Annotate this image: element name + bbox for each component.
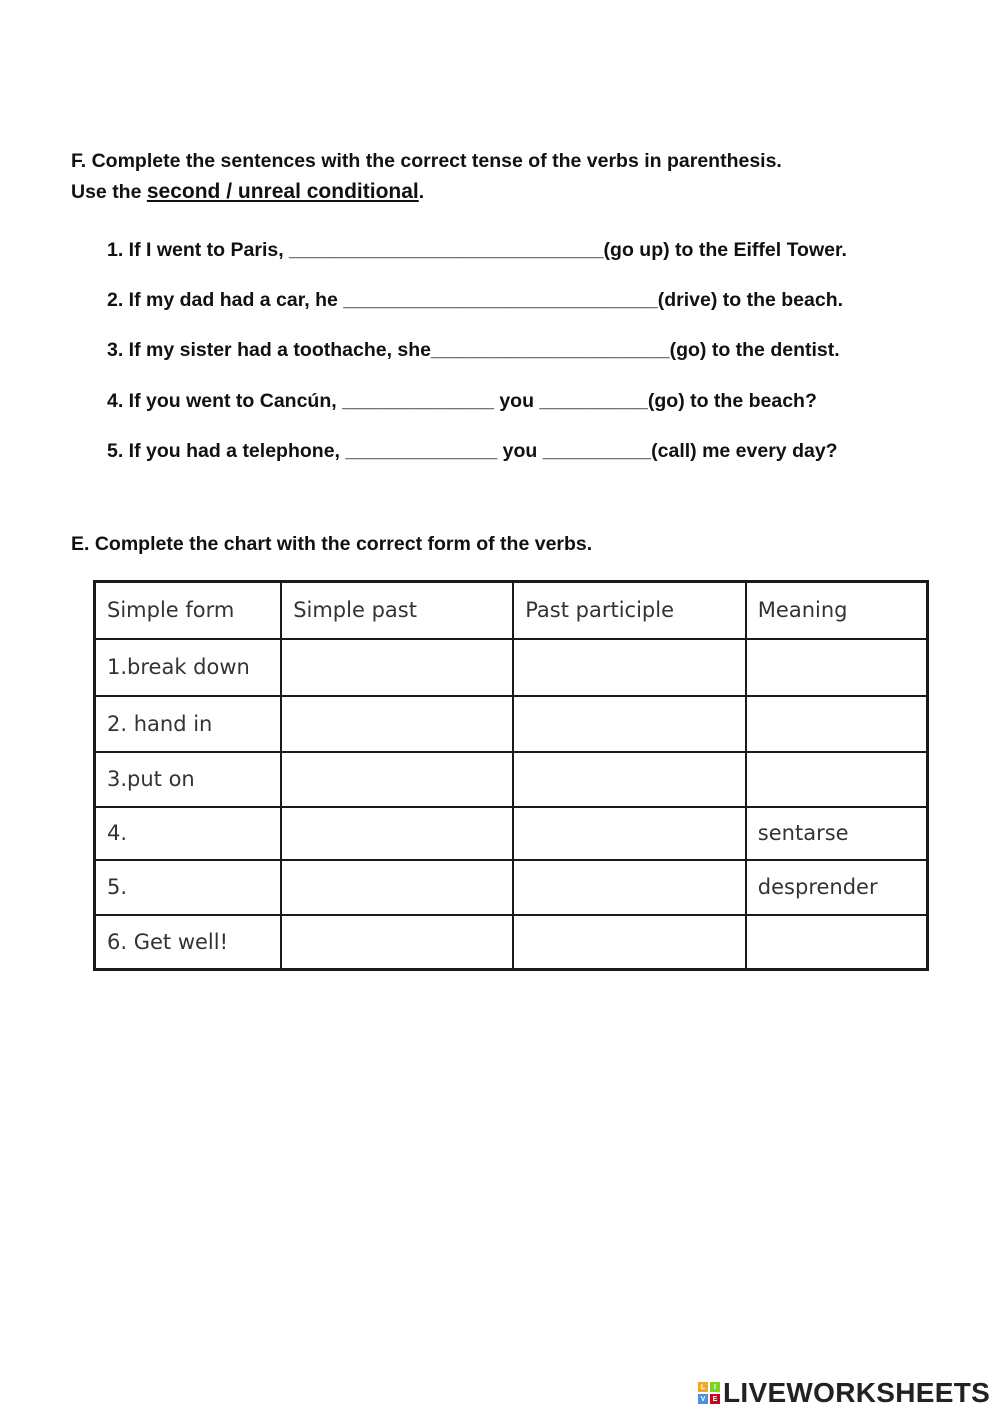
header-meaning: Meaning [746, 582, 928, 639]
table-row [95, 696, 928, 752]
logo-tile: L [698, 1382, 708, 1392]
cell-meaning[interactable] [746, 915, 928, 970]
logo-mark-icon [698, 1382, 720, 1404]
table-row [95, 639, 928, 696]
cell-simple-form: 2. hand in [95, 696, 282, 752]
cell-past-participle[interactable] [513, 915, 746, 970]
cell-simple-past[interactable] [281, 807, 513, 860]
cell-simple-form: 4. [95, 807, 282, 860]
cell-simple-past[interactable] [281, 639, 513, 696]
section-f-instruction-line2 [71, 181, 424, 203]
cell-simple-past[interactable] [281, 752, 513, 807]
logo-tile: V [698, 1394, 708, 1404]
sentence-1: 1. If I went to Paris, _____________________________(go up) to the Eiffel Tower. [107, 239, 847, 261]
table-row [95, 807, 928, 860]
table-row [95, 915, 928, 970]
cell-meaning: desprender [746, 860, 928, 915]
cell-past-participle[interactable] [513, 860, 746, 915]
cell-simple-form: 3.put on [95, 752, 282, 807]
liveworksheets-logo [698, 1377, 990, 1409]
verb-chart-table [93, 580, 929, 971]
sentence-4: 4. If you went to Cancún, ______________ you __________(go) to the beach? [107, 390, 817, 412]
cell-simple-past[interactable] [281, 696, 513, 752]
cell-past-participle[interactable] [513, 807, 746, 860]
table-row [95, 752, 928, 807]
header-simple-past: Simple past [281, 582, 513, 639]
cell-past-participle[interactable] [513, 696, 746, 752]
cell-meaning: sentarse [746, 807, 928, 860]
table-header-row [95, 582, 928, 639]
cell-past-participle[interactable] [513, 639, 746, 696]
cell-past-participle[interactable] [513, 752, 746, 807]
cell-simple-form: 1.break down [95, 639, 282, 696]
instruction-suffix: . [418, 181, 425, 203]
cell-meaning[interactable] [746, 696, 928, 752]
cell-simple-form: 5. [95, 860, 282, 915]
sentence-3: 3. If my sister had a toothache, she______________________(go) to the dentist. [107, 339, 840, 361]
cell-simple-past[interactable] [281, 860, 513, 915]
section-f-instruction: F. Complete the sentences with the correct tense of the verbs in parenthesis. [71, 150, 782, 172]
instruction-prefix: Use the [71, 181, 147, 203]
logo-text: LIVEWORKSHEETS [723, 1377, 991, 1408]
cell-simple-form: 6. Get well! [95, 915, 282, 970]
sentence-5: 5. If you had a telephone, ______________ you __________(call) me every day? [107, 440, 838, 462]
logo-tile: E [710, 1394, 720, 1404]
table-row [95, 860, 928, 915]
cell-meaning[interactable] [746, 639, 928, 696]
section-e-instruction: E. Complete the chart with the correct form of the verbs. [71, 533, 593, 555]
cell-simple-past[interactable] [281, 915, 513, 970]
cell-meaning[interactable] [746, 752, 928, 807]
header-simple-form: Simple form [95, 582, 282, 639]
logo-tile: I [710, 1382, 720, 1392]
sentence-2: 2. If my dad had a car, he _____________________________(drive) to the beach. [107, 289, 844, 311]
header-past-participle: Past participle [513, 582, 746, 639]
conditional-type-label: second / unreal conditional [146, 180, 419, 203]
